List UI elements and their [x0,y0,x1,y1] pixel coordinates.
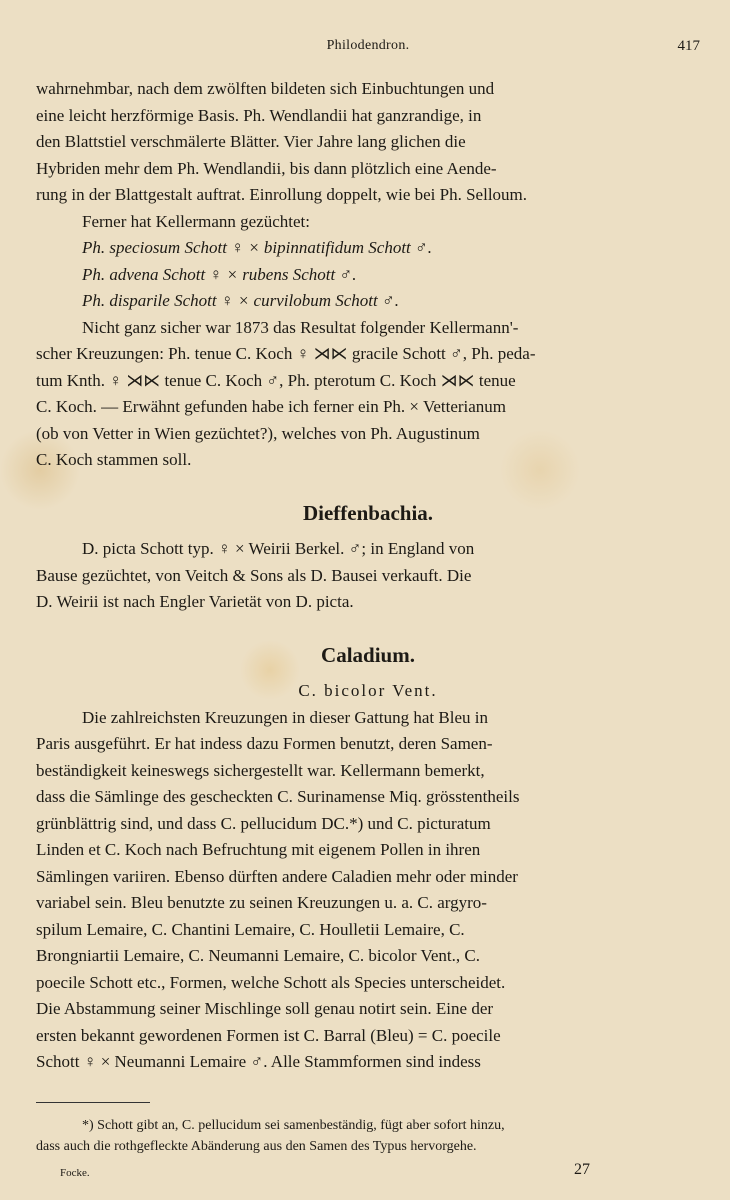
text-line: Paris ausgeführt. Er hat indess dazu Formen benutzt, deren Samen- [36,734,493,753]
footnote [36,1115,700,1157]
text-line: Bause gezüchtet, von Veitch & Sons als D. Bausei verkauft. Die [36,565,472,585]
section-heading-dieffenbachia: Dieffenbachia. [302,500,434,525]
page-body [36,76,700,1076]
sheet-number: 27 [574,1160,590,1178]
text-line: Sämlingen variiren. Ebenso dürften andere Caladien mehr oder minder [36,866,518,886]
text-line: Schott ♀ × Neumanni Lemaire ♂. Alle Stammformen sind indess [36,1052,481,1071]
text-line: ersten bekannt gewordenen Formen ist C. Barral (Bleu) = C. poecile [36,1025,501,1045]
text-line: C. Koch. — Erwähnt gefunden habe ich ferner ein Ph. × Vetterianum [36,397,507,416]
text-line: den Blattstiel verschmälerte Blätter. Vier Jahre lang glichen die [36,132,466,151]
page-number: 417 [677,38,700,54]
cross-line: Ph. speciosum Schott ♀ × bipinnatifidum Schott ♂. [82,238,433,257]
text-line: eine leicht herzförmige Basis. Ph. Wendlandii hat ganzrandige, in [36,105,482,125]
page-header [36,30,700,60]
text-line: (ob von Vetter in Wien gezüchtet?), welches von Ph. Augustinum [36,423,480,443]
text-line: variabel sein. Bleu benutzte zu seinen Kreuzungen u. a. C. argyro- [36,893,487,912]
paragraph-dieffenbachia [36,536,700,616]
text-line: D. Weirii ist nach Engler Varietät von D. picta. [36,592,354,611]
text-line: grünblättrig sind, und dass C. pellucidum DC.*) und C. picturatum [36,813,491,833]
text-line: D. picta Schott typ. ♀ × Weirii Berkel. ♂; in England von [82,539,475,558]
text-line: beständigkeit keineswegs sichergestellt war. Kellermann bemerkt, [36,760,485,780]
text-line: Linden et C. Koch nach Befruchtung mit eigenem Pollen in ihren [36,840,481,859]
text-line: scher Kreuzungen: Ph. tenue C. Koch ♀ ⋊⋉ gracile Schott ♂, Ph. peda- [36,344,536,363]
footnote-line: *) Schott gibt an, C. pellucidum sei samenbeständig, fügt aber sofort hinzu, [82,1117,505,1133]
page-footer [36,1161,700,1185]
section-subheading: C. bicolor Vent. [298,681,438,700]
text-line: spilum Lemaire, C. Chantini Lemaire, C. Houlletii Lemaire, C. [36,919,465,939]
text-line: Die Abstammung seiner Mischlinge soll genau notirt sein. Eine der [36,999,494,1018]
cross-line: Ph. disparile Schott ♀ × curvilobum Schott ♂. [82,291,399,310]
paragraph-2 [36,209,700,315]
paragraph-1 [36,76,700,209]
text-line: rung in der Blattgestalt auftrat. Einrollung doppelt, wie bei Ph. Selloum. [36,185,528,204]
paragraph-3 [36,315,700,474]
text-line: Die zahlreichsten Kreuzungen in dieser Gattung hat Bleu in [82,707,488,727]
paragraph-caladium [36,705,700,1076]
cross-line: Ph. advena Schott ♀ × rubens Schott ♂. [82,264,357,284]
text-line: Hybriden mehr dem Ph. Wendlandii, bis dann plötzlich eine Aende- [36,158,497,178]
text-line: Nicht ganz sicher war 1873 das Resultat folgender Kellermann'- [82,317,519,337]
footnote-line: dass auch die rothgefleckte Abänderung aus den Samen des Typus hervorgehe. [36,1138,477,1154]
text-line: Ferner hat Kellermann gezüchtet: [82,211,310,231]
text-line: wahrnehmbar, nach dem zwölften bildeten sich Einbuchtungen und [36,79,495,98]
section-heading-caladium: Caladium. [321,642,415,667]
text-line: dass die Sämlinge des gescheckten C. Surinamense Miq. grösstentheils [36,787,520,806]
running-title: Philodendron. [326,38,410,53]
signature-mark: Focke. [60,1166,90,1179]
text-line: tum Knth. ♀ ⋊⋉ tenue C. Koch ♂, Ph. pterotum C. Koch ⋊⋉ tenue [36,370,516,390]
footnote-rule [36,1102,150,1103]
text-line: C. Koch stammen soll. [36,450,192,469]
text-line: poecile Schott etc., Formen, welche Schott als Species unterscheidet. [36,972,506,992]
text-line: Brongniartii Lemaire, C. Neumanni Lemaire, C. bicolor Vent., C. [36,946,480,965]
